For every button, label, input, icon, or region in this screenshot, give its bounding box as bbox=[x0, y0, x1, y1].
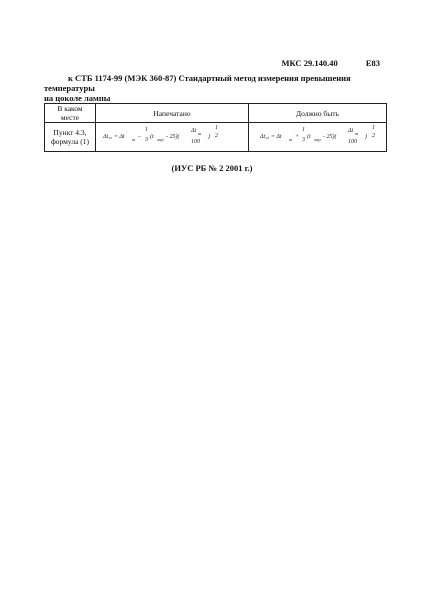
formula-operator: + bbox=[295, 134, 300, 140]
formula-exp-num: 1 bbox=[215, 125, 218, 131]
table-header-row bbox=[45, 104, 387, 123]
formula-exp-num: 1 bbox=[372, 125, 375, 131]
formula-exp-den: 2 bbox=[372, 133, 375, 139]
formula-paren-tail: - 25)( bbox=[323, 134, 337, 140]
formula-paren-tail: - 25)( bbox=[166, 134, 180, 140]
column-header-where: В каком месте bbox=[45, 104, 96, 123]
correct-formula-cell bbox=[249, 123, 387, 152]
classification-code: МКС 29.140.40 bbox=[281, 58, 338, 68]
title-line-2: на цоколе лампы bbox=[44, 93, 111, 103]
formula-ratio-num-sub: m bbox=[198, 131, 202, 136]
corrections-table bbox=[44, 103, 387, 152]
formula-frac-den: 3 bbox=[302, 137, 305, 143]
formula-exp-den: 2 bbox=[215, 133, 218, 139]
amendment-title bbox=[44, 73, 386, 103]
location-clause: Пункт 4.3, bbox=[53, 128, 87, 137]
formula-frac-num: 1 bbox=[302, 127, 305, 133]
column-header-printed: Напечатано bbox=[96, 104, 249, 123]
formula-close: ) bbox=[365, 134, 367, 140]
category-code: Е83 bbox=[365, 58, 380, 68]
publication-reference: (ИУС РБ № 2 2001 г.) bbox=[171, 163, 253, 173]
formula-lhs: Δt₂₅ = Δt bbox=[260, 134, 282, 140]
printed-formula bbox=[99, 124, 245, 150]
formula-ratio-num: Δt bbox=[348, 128, 354, 134]
location-formula: формула (1) bbox=[50, 137, 90, 146]
formula-close: ) bbox=[208, 134, 210, 140]
formula-paren-sub: окр bbox=[314, 137, 321, 142]
document-header bbox=[281, 58, 380, 68]
formula-paren: (t bbox=[150, 134, 154, 140]
formula-paren-sub: окр bbox=[157, 137, 164, 142]
location-cell bbox=[45, 123, 96, 152]
table-row bbox=[45, 123, 387, 152]
column-header-correct: Должно быть bbox=[249, 104, 387, 123]
formula-ratio-num: Δt bbox=[191, 128, 197, 134]
title-line-1: к СТБ 1174-99 (МЭК 360-87) Стандартный метод измерения превышения температуры bbox=[44, 73, 351, 93]
formula-operator: – bbox=[138, 134, 141, 140]
formula-ratio-den: 100 bbox=[191, 139, 200, 145]
formula-lhs-sub: m bbox=[289, 137, 293, 142]
formula-frac-num: 1 bbox=[145, 127, 148, 133]
formula-ratio-den: 100 bbox=[348, 139, 357, 145]
printed-formula-cell bbox=[96, 123, 249, 152]
formula-lhs-sub: m bbox=[132, 137, 136, 142]
formula-lhs: Δt₂₅ = Δt bbox=[103, 134, 125, 140]
formula-ratio-num-sub: m bbox=[355, 131, 359, 136]
correct-formula bbox=[252, 124, 383, 150]
formula-frac-den: 3 bbox=[145, 137, 148, 143]
formula-paren: (t bbox=[307, 134, 311, 140]
